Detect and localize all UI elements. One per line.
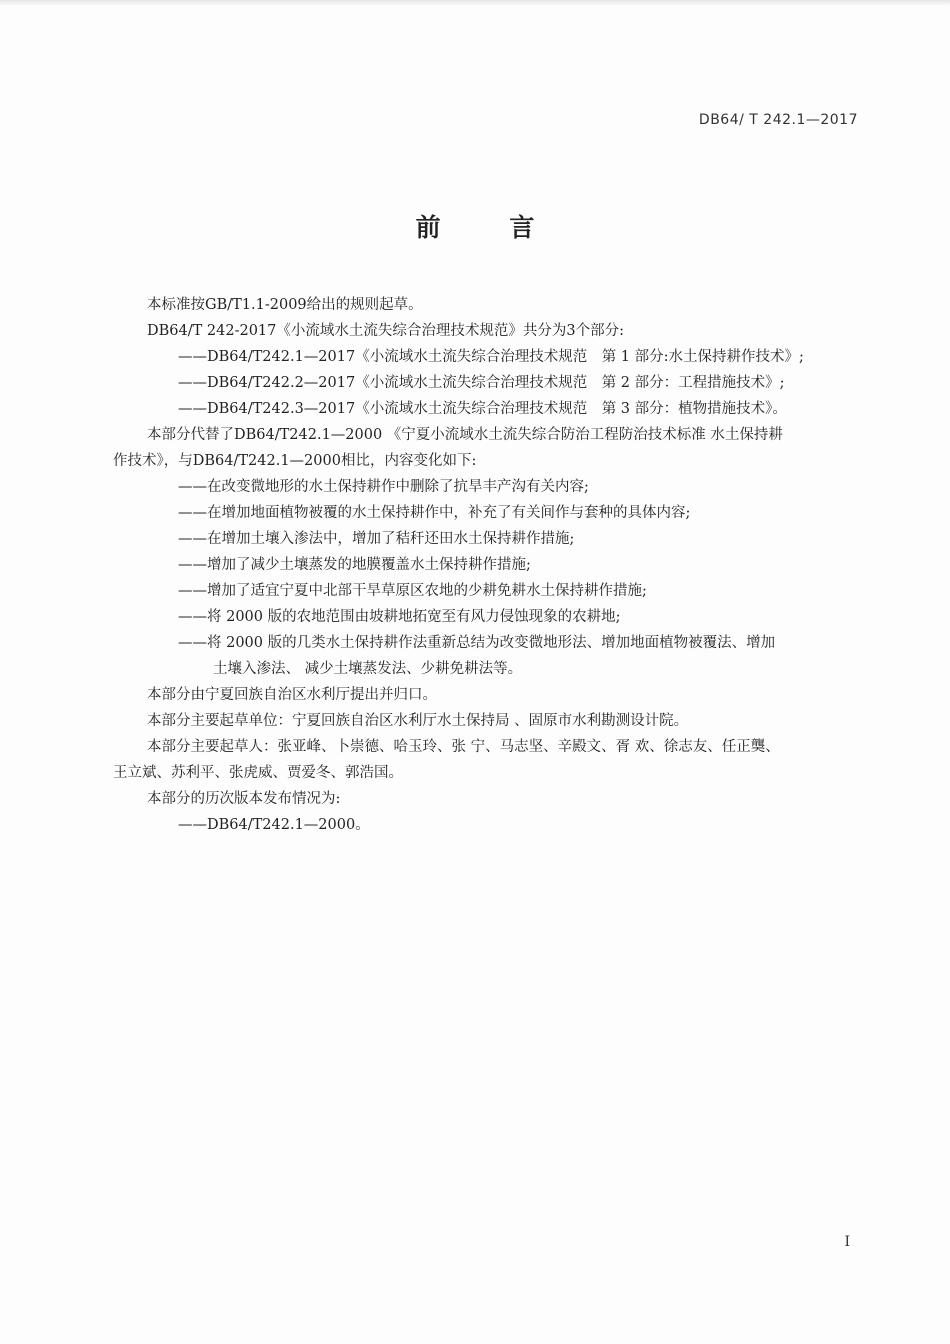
- paragraph-line: 本部分主要起草单位：宁夏回族自治区水利厅水土保持局 、固原市水利勘测设计院。: [147, 713, 689, 729]
- document-code: DB64/ T 242.1—2017: [698, 112, 858, 128]
- list-item: ——在增加土壤入渗法中，增加了秸秆还田水土保持耕作措施;: [178, 531, 575, 547]
- list-item: ——DB64/T242.2—2017《小流域水土流失综合治理技术规范 第 2 部分：工程措施技术》;: [178, 375, 785, 391]
- list-item: ——将 2000 版的农地范围由坡耕地拓宽至有风力侵蚀现象的农耕地;: [178, 609, 621, 625]
- list-item: ——在改变微地形的水土保持耕作中删除了抗旱丰产沟有关内容;: [178, 479, 589, 495]
- paragraph-line: 王立斌、苏利平、张虎威、贾爱冬、郭浩国。: [113, 765, 403, 781]
- list-item: ——增加了适宜宁夏中北部干旱草原区农地的少耕免耕水土保持耕作措施;: [178, 583, 647, 599]
- paragraph-line: 本部分主要起草人：张亚峰、卜崇德、哈玉玲、张 宁、马志坚、辛殿文、胥 欢、徐志友、任正龑、: [147, 739, 780, 755]
- page-title: 前 言: [415, 213, 565, 242]
- list-item: ——增加了减少土壤蒸发的地膜覆盖水土保持耕作措施;: [178, 557, 531, 573]
- list-item-continuation: 土壤入渗法、 减少土壤蒸发法、少耕免耕法等。: [213, 661, 523, 677]
- list-item: ——DB64/T242.1—2000。: [178, 817, 370, 833]
- list-item: ——DB64/T242.1—2017《小流域水土流失综合治理技术规范 第 1 部分:水土保持耕作技术》;: [178, 349, 804, 365]
- list-item: ——DB64/T242.3—2017《小流域水土流失综合治理技术规范 第 3 部分：植物措施技术》。: [178, 401, 787, 417]
- paragraph-line: 本标准按GB/T1.1-2009给出的规则起草。: [147, 297, 423, 313]
- list-item: ——在增加地面植物被覆的水土保持耕作中，补充了有关间作与套种的具体内容;: [178, 505, 691, 521]
- paragraph-line: 作技术》，与DB64/T242.1—2000相比，内容变化如下:: [113, 453, 477, 469]
- scan-edge-shadow: [0, 0, 950, 6]
- paragraph-line: 本部分代替了DB64/T242.1—2000 《宁夏小流域水土流失综合防治工程防治技术标准 水土保持耕: [147, 427, 783, 443]
- paragraph-line: 本部分的历次版本发布情况为:: [147, 791, 341, 807]
- paragraph-line: 本部分由宁夏回族自治区水利厅提出并归口。: [147, 687, 437, 703]
- page-number: I: [844, 1234, 850, 1250]
- list-item: ——将 2000 版的几类水土保持耕作法重新总结为改变微地形法、增加地面植物被覆法、增加: [178, 635, 776, 651]
- paragraph-line: DB64/T 242-2017《小流域水土流失综合治理技术规范》共分为3个部分:: [147, 323, 624, 339]
